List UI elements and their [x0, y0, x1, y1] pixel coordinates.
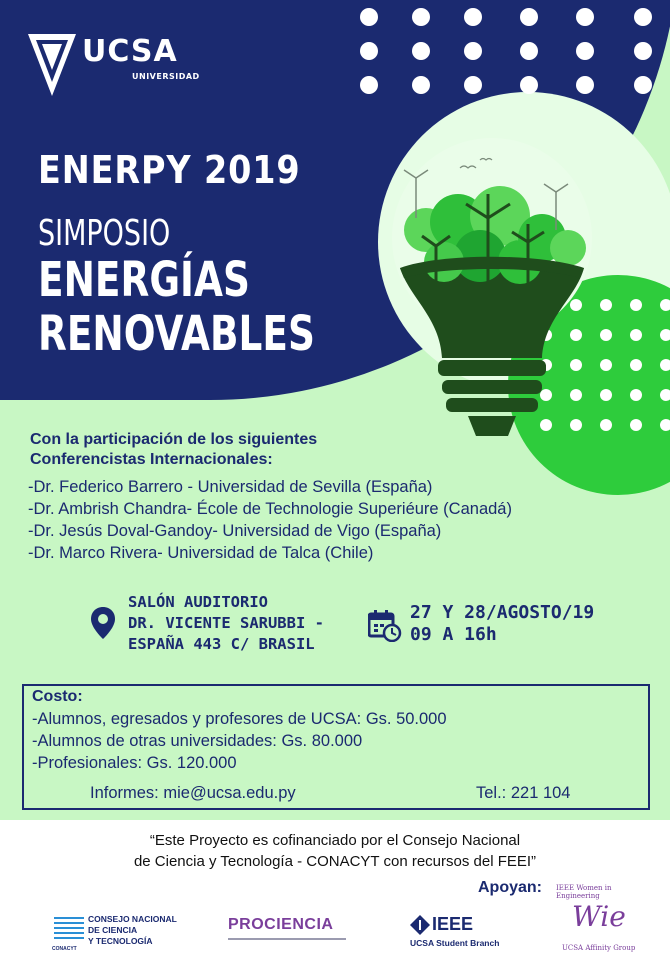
supporters-label: Apoyan: — [478, 879, 542, 896]
logo-name: UCSA — [82, 34, 178, 69]
conacyt-logo — [52, 912, 182, 952]
speakers-intro — [30, 430, 317, 470]
location-pin-icon — [90, 606, 116, 640]
prociencia-logo — [228, 916, 348, 946]
speakers-list — [28, 476, 512, 564]
venue-line2: DR. VICENTE SARUBBI - — [128, 614, 324, 632]
cost-box — [22, 684, 650, 810]
ucsa-logo — [26, 32, 200, 102]
conacyt-line2: DE CIENCIA — [88, 925, 138, 935]
ieee-name: IEEE — [432, 914, 474, 934]
ieee-wie-logo — [552, 884, 636, 956]
lightbulb-wind-turbines-icon — [380, 138, 600, 448]
wie-arc-text: IEEE Women in Engineering — [556, 884, 612, 900]
speaker-item: -Dr. Jesús Doval-Gandoy- Universidad de Vigo (España) — [28, 522, 442, 540]
speaker-item: -Dr. Federico Barrero - Universidad de Sevilla (España) — [28, 478, 433, 496]
ieee-branch: UCSA Student Branch — [410, 938, 500, 948]
wie-affinity: UCSA Affinity Group — [562, 944, 636, 952]
logo-subtitle: UNIVERSIDAD — [132, 72, 200, 81]
speaker-item: -Dr. Ambrish Chandra- École de Technologie Superiéure (Canadá) — [28, 500, 512, 518]
ucsa-logo-icon — [26, 32, 80, 98]
event-theme-line1: ENERGÍAS — [38, 252, 250, 308]
cost-list — [32, 708, 447, 774]
event-dates: 27 Y 28/AGOSTO/19 — [410, 602, 595, 623]
event-hours: 09 A 16h — [410, 624, 497, 645]
ieee-student-branch-logo — [410, 912, 500, 952]
cost-title: Costo: — [32, 688, 83, 705]
conacyt-line3: Y TECNOLOGÍA — [88, 936, 153, 946]
event-title: ENERPY 2019 — [38, 148, 301, 192]
funding-quote — [0, 830, 670, 872]
conacyt-name — [88, 914, 177, 947]
cost-item: -Profesionales: Gs. 120.000 — [32, 754, 237, 772]
wie-name: Wie — [572, 900, 626, 933]
cost-item: -Alumnos, egresados y profesores de UCSA: Gs. 50.000 — [32, 710, 447, 728]
conacyt-emblem-icon — [52, 914, 86, 944]
dots-pattern-top — [350, 0, 670, 100]
event-schedule — [410, 602, 594, 646]
intro-line2: Conferencistas Internacionales: — [30, 451, 273, 468]
ieee-diamond-icon — [410, 915, 430, 935]
contact-email: Informes: mie@ucsa.edu.py — [90, 784, 296, 802]
venue — [128, 592, 324, 655]
conacyt-line1: CONSEJO NACIONAL — [88, 914, 177, 924]
intro-line1: Con la participación de los siguientes — [30, 431, 318, 448]
speaker-item: -Dr. Marco Rivera- Universidad de Talca (Chile) — [28, 544, 374, 562]
contact-phone: Tel.: 221 104 — [476, 784, 571, 802]
event-theme-line2: RENOVABLES — [38, 306, 315, 362]
funding-quote-line2: de Ciencia y Tecnología - CONACYT con recursos del FEEI” — [133, 853, 537, 870]
event-kind: SIMPOSIO — [38, 213, 171, 254]
conacyt-tag: CONACYT — [52, 946, 77, 952]
calendar-clock-icon — [368, 610, 402, 642]
venue-line3: ESPAÑA 443 C/ BRASIL — [128, 635, 315, 653]
funding-quote-line1: “Este Proyecto es cofinanciado por el Consejo Nacional — [149, 832, 521, 849]
prociencia-name: PROCIENCIA — [228, 916, 334, 933]
prociencia-underline — [228, 938, 346, 940]
cost-item: -Alumnos de otras universidades: Gs. 80.000 — [32, 732, 363, 750]
venue-line1: SALÓN AUDITORIO — [128, 593, 268, 611]
